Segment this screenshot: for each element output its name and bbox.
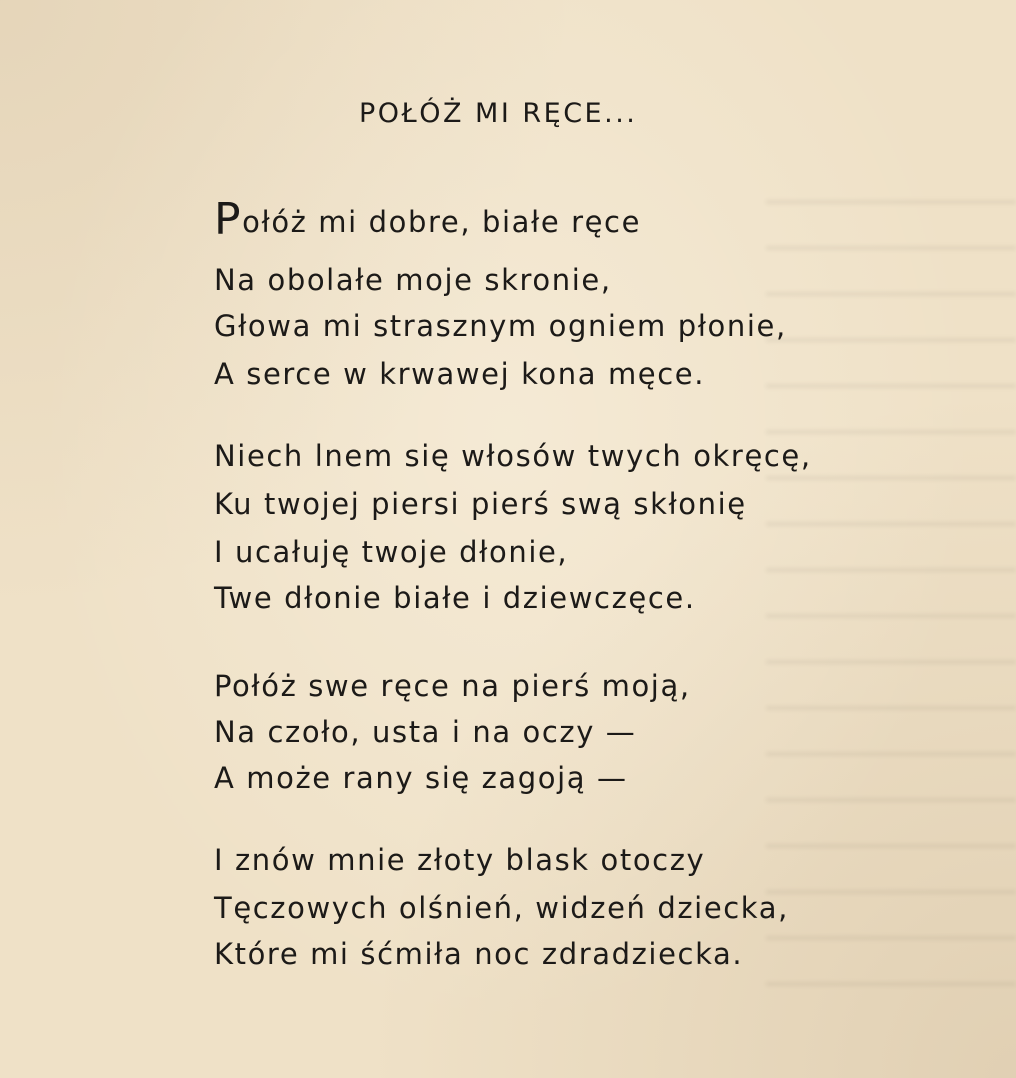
poem-line-9: Połóż swe ręce na pierś moją, xyxy=(214,669,691,703)
poem-line-1 xyxy=(214,194,642,245)
drop-cap: P xyxy=(214,194,243,245)
poem-title: POŁÓŻ MI RĘCE... xyxy=(359,98,638,129)
poem-line-12: I znów mnie złoty blask otoczy xyxy=(214,843,706,877)
poem-line-10: Na czoło, usta i na oczy — xyxy=(214,715,637,749)
poem-line-4: A serce w krwawej kona męce. xyxy=(214,357,706,391)
poem-line-6: Ku twojej piersi pierś swą skłonię xyxy=(214,487,747,521)
poem-line-2: Na obolałe moje skronie, xyxy=(214,263,612,297)
poem-line-3: Głowa mi strasznym ogniem płonie, xyxy=(214,309,787,343)
poem-line-13: Tęczowych olśnień, widzeń dziecka, xyxy=(214,891,789,925)
poem-line-11: A może rany się zagoją — xyxy=(214,761,628,795)
poem-line-8: Twe dłonie białe i dziewczęce. xyxy=(214,581,696,615)
show-through-text xyxy=(766,200,1016,1000)
poem-line-7: I ucałuję twoje dłonie, xyxy=(214,535,569,569)
poem-line-14: Które mi śćmiła noc zdradziecka. xyxy=(214,937,744,971)
poem-line-1-text: ołóż mi dobre, białe ręce xyxy=(242,205,642,239)
poem-line-5: Niech lnem się włosów twych okręcę, xyxy=(214,439,812,473)
